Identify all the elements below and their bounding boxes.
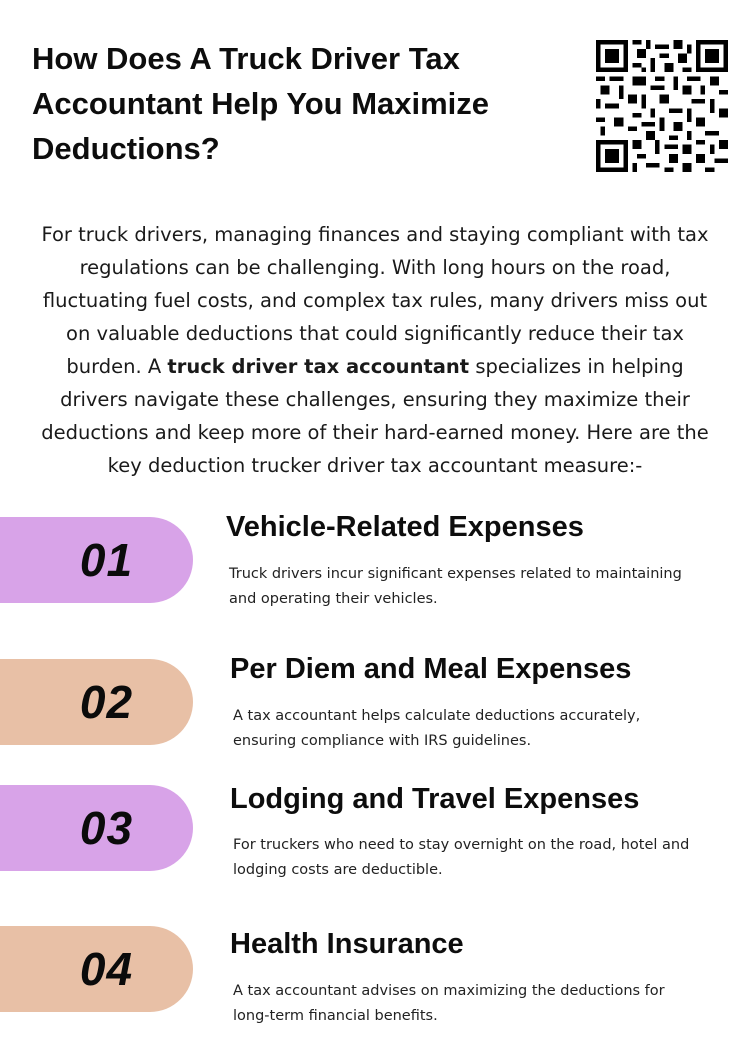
item-number-badge [0,517,193,603]
intro-text-part-2: specializes in helping drivers navigate these challenges, ensuring they maximize their deductions and keep more of their hard-earned money. Here are the key deduction trucker driver tax accountant measure:- [41,355,709,477]
item-title: Health Insurance [230,928,464,960]
item-title: Lodging and Travel Expenses [230,783,640,815]
intro-paragraph [34,218,716,482]
intro-text-part-1: For truck drivers, managing finances and staying compliant with tax regulations can be challenging. With long hours on the road, fluctuating fuel costs, and complex tax rules, many drivers miss out on valuable deductions that could significantly reduce their tax burden. A [41,223,709,378]
item-number: 03 [79,802,134,854]
item-description: Truck drivers incur significant expenses related to maintaining and operating their vehicles. [229,566,682,607]
item-number-badge [0,785,193,871]
item-number: 02 [79,676,134,728]
intro-highlight: truck driver tax accountant [167,355,470,378]
item-number: 01 [79,534,134,586]
qr-code-icon[interactable] [596,40,728,172]
item-title: Per Diem and Meal Expenses [230,653,632,685]
item-number-badge [0,926,193,1012]
item-description: For truckers who need to stay overnight on the road, hotel and lodging costs are deductible. [233,837,690,878]
item-number-badge [0,659,193,745]
item-number: 04 [79,943,134,995]
page-title: How Does A Truck Driver Tax Accountant Help You Maximize Deductions? [32,41,490,166]
item-title: Vehicle-Related Expenses [226,511,584,543]
item-description: A tax accountant advises on maximizing the deductions for long-term financial benefits. [233,983,665,1024]
item-description: A tax accountant helps calculate deductions accurately, ensuring compliance with IRS guidelines. [233,708,641,749]
